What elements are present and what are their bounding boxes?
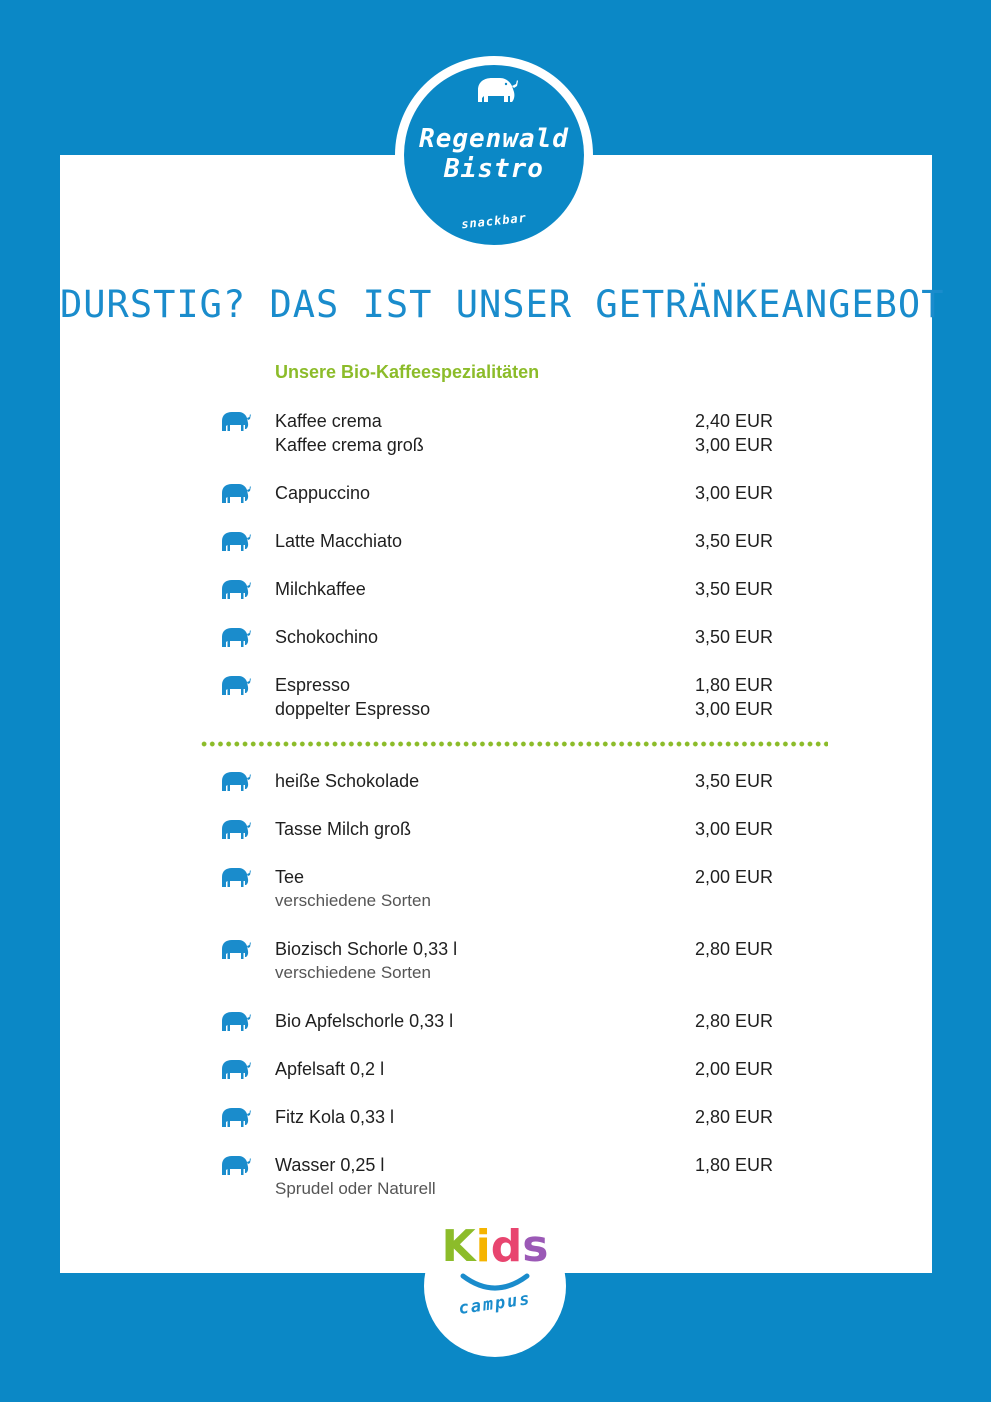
elephant-icon bbox=[219, 481, 251, 505]
elephant-icon bbox=[219, 817, 251, 841]
item-price: 2,40 EUR bbox=[695, 411, 774, 431]
elephant-icon bbox=[219, 937, 251, 961]
item-price: 2,00 EUR bbox=[695, 1059, 774, 1079]
campus-text: campus bbox=[457, 1288, 533, 1320]
elephant-icon bbox=[219, 577, 251, 601]
item-price-variant: 3,00 EUR bbox=[695, 435, 774, 455]
item-note: verschiedene Sorten bbox=[275, 963, 431, 982]
logo-name-line1: Regenwald bbox=[419, 124, 569, 154]
item-name: Fitz Kola 0,33 l bbox=[275, 1107, 395, 1127]
item-name: Schokochino bbox=[275, 627, 379, 647]
item-name: Milchkaffee bbox=[275, 579, 366, 599]
item-name: Tee bbox=[275, 867, 305, 887]
elephant-icon bbox=[219, 769, 251, 793]
item-name: Espresso bbox=[275, 675, 351, 695]
kids-letter-i: i bbox=[475, 1221, 491, 1272]
item-price: 3,00 EUR bbox=[695, 483, 774, 503]
elephant-icon bbox=[219, 865, 251, 889]
elephant-icon bbox=[219, 1057, 251, 1081]
item-price: 3,50 EUR bbox=[695, 627, 774, 647]
item-name: Cappuccino bbox=[275, 483, 371, 503]
item-price: 3,50 EUR bbox=[695, 771, 774, 791]
item-price: 1,80 EUR bbox=[695, 1155, 774, 1175]
kids-letter-k: K bbox=[441, 1221, 476, 1272]
elephant-icon bbox=[219, 529, 251, 553]
item-name-variant: Kaffee crema groß bbox=[275, 435, 424, 455]
item-name: Latte Macchiato bbox=[275, 531, 403, 551]
item-price: 3,00 EUR bbox=[695, 819, 774, 839]
item-name: Apfelsaft 0,2 l bbox=[275, 1059, 385, 1079]
kids-letter-d: d bbox=[490, 1221, 523, 1272]
page-title: DURSTIG? DAS IST UNSER GETRÄNKEANGEBOT bbox=[60, 283, 945, 326]
item-price: 2,00 EUR bbox=[695, 867, 774, 887]
item-price-variant: 3,00 EUR bbox=[695, 699, 774, 719]
kids-logo-text bbox=[424, 1222, 566, 1272]
kids-letter-s: s bbox=[522, 1221, 549, 1272]
item-note: Sprudel oder Naturell bbox=[275, 1179, 436, 1198]
elephant-icon bbox=[219, 1105, 251, 1129]
item-name: Wasser 0,25 l bbox=[275, 1155, 385, 1175]
item-name: Biozisch Schorle 0,33 l bbox=[275, 939, 458, 959]
elephant-icon bbox=[219, 625, 251, 649]
item-name: heiße Schokolade bbox=[275, 771, 420, 791]
logo-name-line2: Bistro bbox=[444, 154, 544, 184]
item-price: 3,50 EUR bbox=[695, 579, 774, 599]
item-name: Bio Apfelschorle 0,33 l bbox=[275, 1011, 454, 1031]
item-note: verschiedene Sorten bbox=[275, 891, 431, 910]
dotted-divider bbox=[200, 741, 828, 747]
item-name-variant: doppelter Espresso bbox=[275, 699, 431, 719]
section-title: Unsere Bio-Kaffeespezialitäten bbox=[275, 362, 540, 382]
item-price: 2,80 EUR bbox=[695, 1107, 774, 1127]
elephant-icon bbox=[219, 409, 251, 433]
elephant-icon bbox=[470, 72, 520, 108]
elephant-icon bbox=[219, 1153, 251, 1177]
elephant-icon bbox=[219, 673, 251, 697]
item-name: Kaffee crema bbox=[275, 411, 382, 431]
item-price: 2,80 EUR bbox=[695, 1011, 774, 1031]
logo-subtitle: snackbar bbox=[460, 210, 528, 232]
logo-name bbox=[404, 124, 584, 184]
item-price: 2,80 EUR bbox=[695, 939, 774, 959]
item-price: 3,50 EUR bbox=[695, 531, 774, 551]
elephant-icon bbox=[219, 1009, 251, 1033]
item-price: 1,80 EUR bbox=[695, 675, 774, 695]
item-name: Tasse Milch groß bbox=[275, 819, 412, 839]
